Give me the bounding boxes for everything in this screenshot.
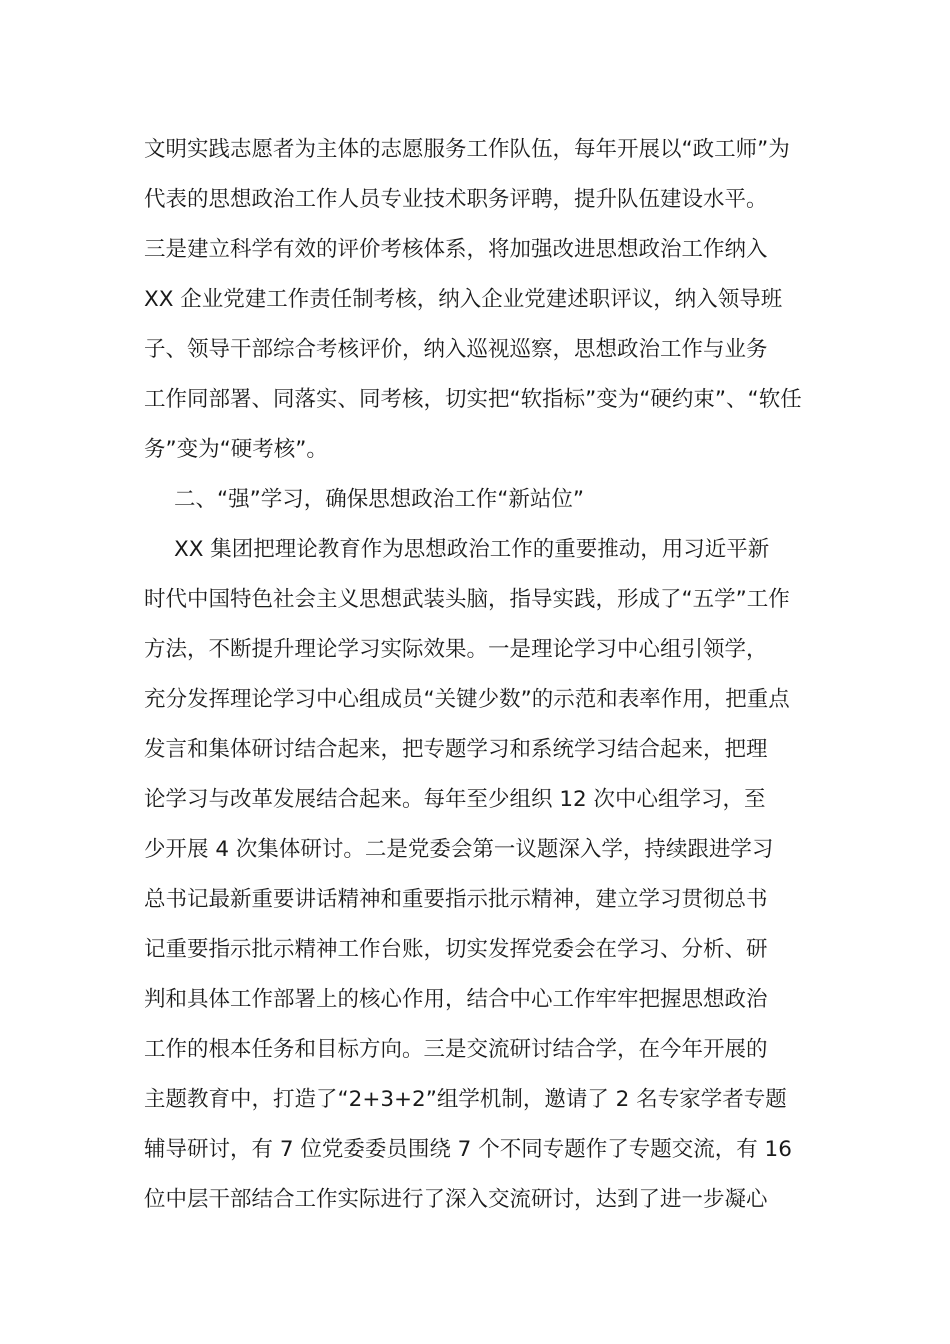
paragraph-line: 工作同部署、同落实、同考核，切实把“软指标”变为“硬约束”、“软任 (144, 387, 802, 412)
paragraph-line: 辅导研讨，有 7 位党委委员围绕 7 个不同专题作了专题交流，有 16 (144, 1137, 792, 1162)
section-heading: 二、“强”学习，确保思想政治工作“新站位” (174, 487, 585, 512)
paragraph-line: 总书记最新重要讲话精神和重要指示批示精神，建立学习贯彻总书 (144, 887, 768, 912)
paragraph-line: 充分发挥理论学习中心组成员“关键少数”的示范和表率作用，把重点 (144, 687, 790, 712)
paragraph-line: 三是建立科学有效的评价考核体系，将加强改进思想政治工作纳入 (144, 237, 768, 262)
paragraph-line: 主题教育中，打造了“2+3+2”组学机制，邀请了 2 名专家学者专题 (144, 1087, 787, 1112)
paragraph-line: 判和具体工作部署上的核心作用，结合中心工作牢牢把握思想政治 (144, 987, 768, 1012)
paragraph-line: 代表的思想政治工作人员专业技术职务评聘，提升队伍建设水平。 (144, 187, 768, 212)
paragraph-line: 记重要指示批示精神工作台账，切实发挥党委会在学习、分析、研 (144, 937, 768, 962)
paragraph-line: XX 企业党建工作责任制考核，纳入企业党建述职评议，纳入领导班 (144, 287, 783, 312)
paragraph-line: 工作的根本任务和目标方向。三是交流研讨结合学，在今年开展的 (144, 1037, 768, 1062)
paragraph-line: 论学习与改革发展结合起来。每年至少组织 12 次中心组学习，至 (144, 787, 766, 812)
paragraph-line: 位中层干部结合工作实际进行了深入交流研讨，达到了进一步凝心 (144, 1187, 768, 1212)
paragraph-line: 子、领导干部综合考核评价，纳入巡视巡察，思想政治工作与业务 (144, 337, 768, 362)
paragraph-line: XX 集团把理论教育作为思想政治工作的重要推动，用习近平新 (174, 537, 770, 562)
paragraph-line: 方法，不断提升理论学习实际效果。一是理论学习中心组引领学， (144, 637, 768, 662)
paragraph-line: 少开展 4 次集体研讨。二是党委会第一议题深入学，持续跟进学习 (144, 837, 774, 862)
paragraph-line: 文明实践志愿者为主体的志愿服务工作队伍，每年开展以“政工师”为 (144, 137, 790, 162)
paragraph-line: 发言和集体研讨结合起来，把专题学习和系统学习结合起来，把理 (144, 737, 768, 762)
paragraph-line: 务”变为“硬考核”。 (144, 437, 328, 462)
paragraph-line: 时代中国特色社会主义思想武装头脑，指导实践，形成了“五学”工作 (144, 587, 790, 612)
